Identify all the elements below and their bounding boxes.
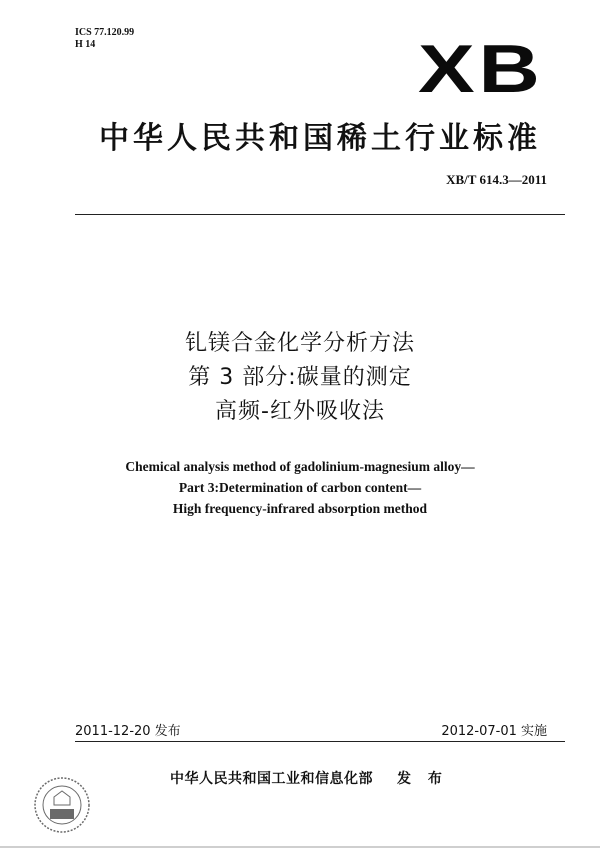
header-divider [75,214,565,215]
industry-standard-title: 中华人民共和国稀土行业标准 [99,121,541,156]
english-title-block [0,456,600,519]
standard-number: XB/T 614.3—2011 [446,172,547,187]
ics-code: ICS 77.120.99 [75,27,135,38]
english-title-line-3: High frequency-infrared absorption method [172,501,428,516]
publish-label: 发 布 [397,771,448,787]
ccs-code: H 14 [75,39,96,50]
classification-codes [75,27,134,51]
publisher-name: 中华人民共和国工业和信息化部 [170,771,373,787]
xb-logo: XB [418,31,544,107]
publisher-line [170,768,448,788]
library-stamp-icon [32,775,92,835]
chinese-title-line-2: 第 3 部分:碳量的测定 [188,365,412,390]
chinese-title-line-1: 钆镁合金化学分析方法 [184,331,415,356]
issue-date: 2011-12-20 发布 [75,724,181,739]
english-title-line-1: Chemical analysis method of gadolinium-magnesium alloy— [125,459,475,474]
footer-divider [75,741,565,742]
chinese-title-line-3: 高频-红外吸收法 [215,399,385,424]
english-title-line-2: Part 3:Determination of carbon content— [178,480,422,495]
implementation-date: 2012-07-01 实施 [441,724,547,739]
chinese-title-block [0,327,600,429]
scan-edge-line [0,846,600,848]
